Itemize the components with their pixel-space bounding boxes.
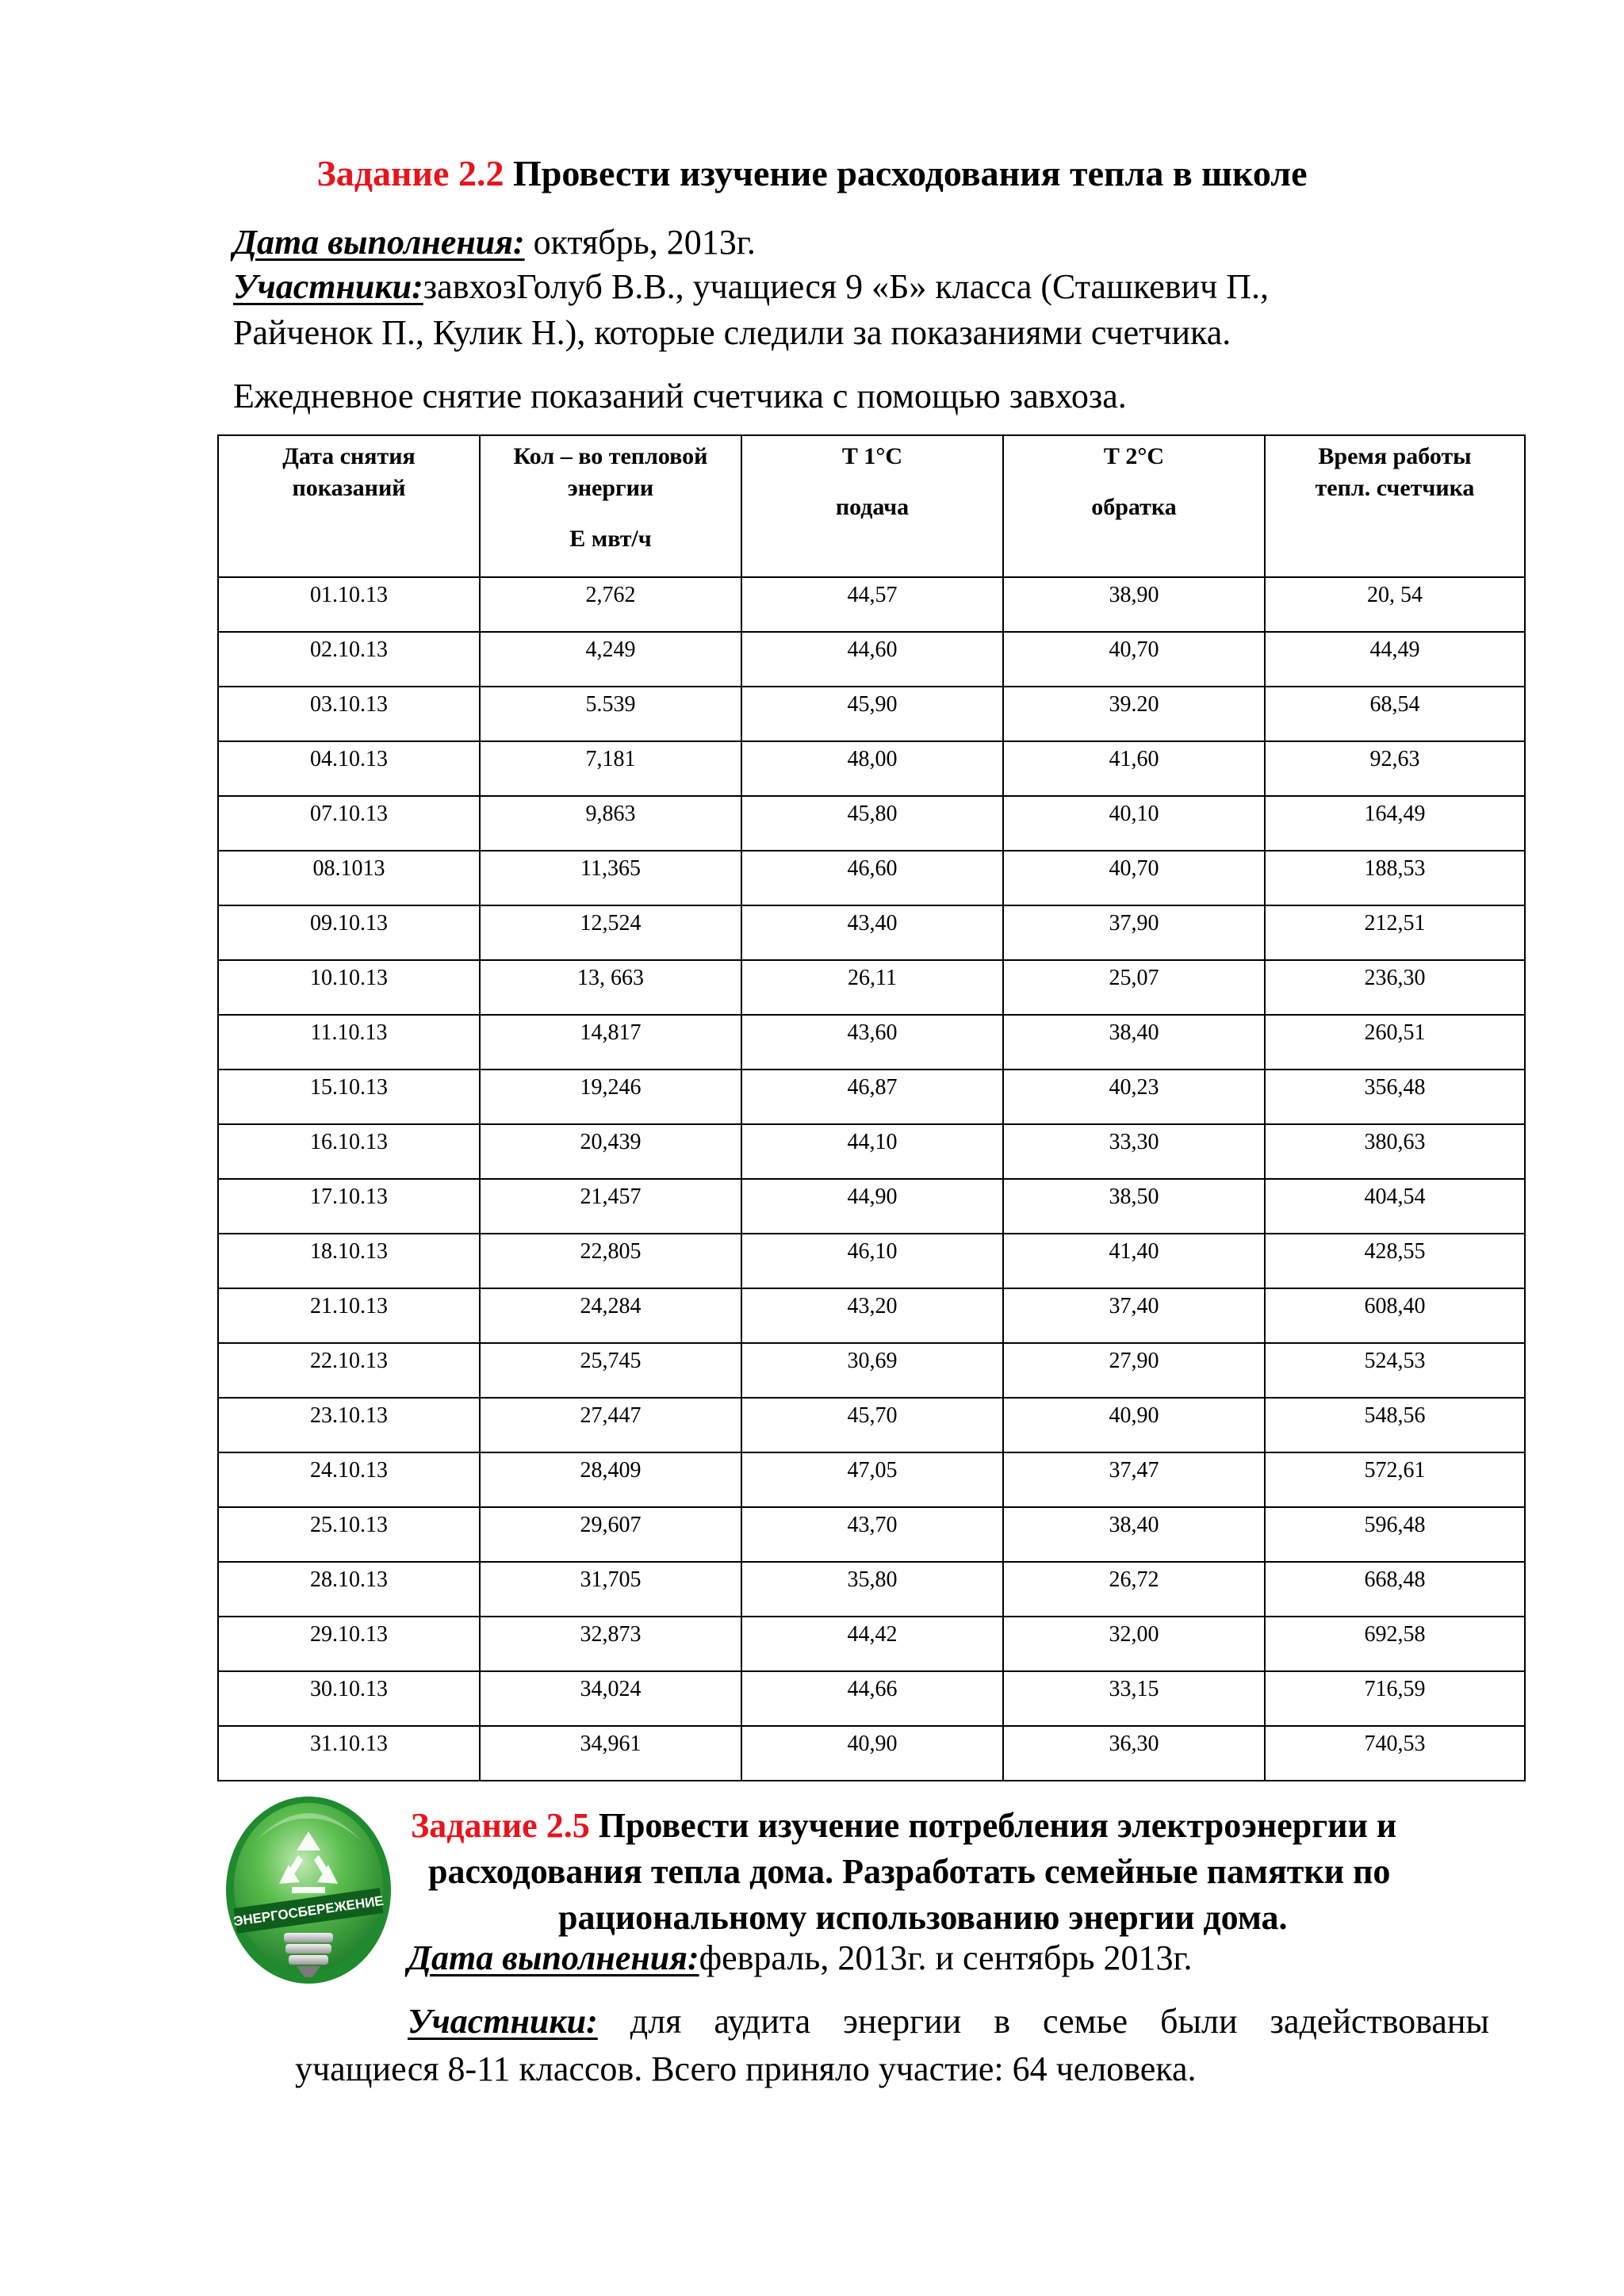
cell-meter-hours: 44,49 (1265, 632, 1525, 687)
table-row (218, 1124, 1525, 1179)
cell-date: 25.10.13 (218, 1507, 480, 1562)
header-t1-line1: Т 1°С (841, 443, 903, 469)
task-2-5-participants-label: Участники: (408, 2002, 598, 2041)
participants-line (233, 263, 1269, 311)
task-2-5-title-line3: рациональному использованию энергии дома. (558, 1898, 1288, 1937)
header-energy-line2: энергии (567, 475, 654, 501)
cell-energy: 22,805 (480, 1234, 741, 1288)
task-2-2-heading (0, 152, 1624, 194)
cell-date: 15.10.13 (218, 1070, 480, 1124)
table-row (218, 1179, 1525, 1234)
table-row (218, 960, 1525, 1015)
cell-t2-return: 37,47 (1003, 1452, 1265, 1507)
cell-date: 17.10.13 (218, 1179, 480, 1234)
cell-t1-supply: 44,10 (741, 1124, 1003, 1179)
cell-meter-hours: 68,54 (1265, 687, 1525, 741)
participants-value: завхозГолуб В.В., учащиеся 9 «Б» класса (Сташкевич П., (423, 267, 1270, 306)
table-row (218, 1398, 1525, 1452)
cell-date: 28.10.13 (218, 1562, 480, 1617)
cell-meter-hours: 236,30 (1265, 960, 1525, 1015)
cell-t2-return: 36,30 (1003, 1726, 1265, 1781)
cell-t1-supply: 44,60 (741, 632, 1003, 687)
cell-t1-supply: 44,66 (741, 1671, 1003, 1726)
cell-date: 29.10.13 (218, 1617, 480, 1671)
table-row (218, 851, 1525, 905)
table-header-row (218, 435, 1525, 577)
table-row (218, 1070, 1525, 1124)
cell-meter-hours: 428,55 (1265, 1234, 1525, 1288)
cell-meter-hours: 608,40 (1265, 1288, 1525, 1343)
cell-t2-return: 40,23 (1003, 1070, 1265, 1124)
table-row (218, 1671, 1525, 1726)
cell-t2-return: 38,40 (1003, 1015, 1265, 1070)
cell-energy: 34,024 (480, 1671, 741, 1726)
cell-energy: 21,457 (480, 1179, 741, 1234)
cell-meter-hours: 596,48 (1265, 1507, 1525, 1562)
task-2-5-date-line (408, 1938, 1193, 1978)
cell-date: 24.10.13 (218, 1452, 480, 1507)
cell-t1-supply: 48,00 (741, 741, 1003, 796)
header-energy (480, 435, 741, 577)
header-t2-line2: обратка (1091, 494, 1177, 520)
task-2-5-date-value: февраль, 2013г. и сентябрь 2013г. (699, 1938, 1193, 1977)
cell-energy: 2,762 (480, 577, 741, 632)
cell-meter-hours: 92,63 (1265, 741, 1525, 796)
cell-date: 02.10.13 (218, 632, 480, 687)
cell-energy: 27,447 (480, 1398, 741, 1452)
task-2-5-participants-line (408, 2001, 1489, 2042)
cell-t2-return: 33,30 (1003, 1124, 1265, 1179)
task-2-5-title-line1: Провести изучение потребления электроэнергии и (598, 1806, 1397, 1845)
cell-t2-return: 40,90 (1003, 1398, 1265, 1452)
table-row (218, 1343, 1525, 1398)
header-date (218, 435, 480, 577)
cell-date: 01.10.13 (218, 577, 480, 632)
execution-date-value: октябрь, 2013г. (533, 223, 756, 262)
cell-t1-supply: 43,70 (741, 1507, 1003, 1562)
cell-meter-hours: 164,49 (1265, 796, 1525, 851)
cell-energy: 25,745 (480, 1343, 741, 1398)
task-2-5-date-label: Дата выполнения: (408, 1938, 699, 1977)
header-date-line2: показаний (292, 475, 406, 501)
cell-t2-return: 40,70 (1003, 851, 1265, 905)
cell-t1-supply: 44,42 (741, 1617, 1003, 1671)
cell-meter-hours: 20, 54 (1265, 577, 1525, 632)
cell-t1-supply: 47,05 (741, 1452, 1003, 1507)
task-2-5-title-line2: расходования тепла дома. Разработать семейные памятки по (428, 1852, 1391, 1891)
table-row (218, 632, 1525, 687)
cell-t1-supply: 45,80 (741, 796, 1003, 851)
cell-meter-hours: 572,61 (1265, 1452, 1525, 1507)
header-t1-line2: подача (835, 494, 910, 520)
cell-energy: 20,439 (480, 1124, 741, 1179)
cell-date: 31.10.13 (218, 1726, 480, 1781)
cell-t1-supply: 40,90 (741, 1726, 1003, 1781)
cell-meter-hours: 356,48 (1265, 1070, 1525, 1124)
cell-t2-return: 38,40 (1003, 1507, 1265, 1562)
table-row (218, 577, 1525, 632)
cell-t1-supply: 35,80 (741, 1562, 1003, 1617)
cell-energy: 4,249 (480, 632, 741, 687)
table-row (218, 1507, 1525, 1562)
table-row (218, 1015, 1525, 1070)
cell-meter-hours: 548,56 (1265, 1398, 1525, 1452)
cell-energy: 12,524 (480, 905, 741, 960)
cell-t2-return: 38,50 (1003, 1179, 1265, 1234)
task-2-5-number: Задание 2.5 (411, 1806, 590, 1845)
cell-energy: 34,961 (480, 1726, 741, 1781)
task-2-5-heading-line1 (411, 1803, 1396, 1849)
energy-saving-logo (224, 1793, 393, 1987)
header-t2-line1: Т 2°С (1103, 443, 1165, 469)
cell-t2-return: 32,00 (1003, 1617, 1265, 1671)
cell-meter-hours: 668,48 (1265, 1562, 1525, 1617)
cell-t2-return: 39.20 (1003, 687, 1265, 741)
table-row (218, 1562, 1525, 1617)
cell-meter-hours: 188,53 (1265, 851, 1525, 905)
cell-t1-supply: 43,20 (741, 1288, 1003, 1343)
cell-energy: 31,705 (480, 1562, 741, 1617)
table-row (218, 1452, 1525, 1507)
cell-t1-supply: 46,10 (741, 1234, 1003, 1288)
header-energy-unit: Е мвт/ч (569, 526, 652, 552)
cell-meter-hours: 716,59 (1265, 1671, 1525, 1726)
cell-energy: 9,863 (480, 796, 741, 851)
cell-date: 18.10.13 (218, 1234, 480, 1288)
cell-t1-supply: 44,57 (741, 577, 1003, 632)
cell-date: 22.10.13 (218, 1343, 480, 1398)
cell-date: 07.10.13 (218, 796, 480, 851)
cell-energy: 24,284 (480, 1288, 741, 1343)
task-2-5-participants-value: для аудита энергии в семье были задействованы (597, 2002, 1489, 2041)
cell-meter-hours: 740,53 (1265, 1726, 1525, 1781)
task-2-5-participants-continuation: учащиеся 8-11 классов. Всего приняло участие: 64 человека. (295, 2049, 1197, 2088)
execution-date-label: Дата выполнения: (233, 223, 525, 262)
cell-energy: 19,246 (480, 1070, 741, 1124)
cell-t2-return: 37,40 (1003, 1288, 1265, 1343)
table-row (218, 796, 1525, 851)
cell-date: 11.10.13 (218, 1015, 480, 1070)
cell-date: 23.10.13 (218, 1398, 480, 1452)
cell-energy: 28,409 (480, 1452, 741, 1507)
cell-t2-return: 41,60 (1003, 741, 1265, 796)
cell-date: 30.10.13 (218, 1671, 480, 1726)
cell-meter-hours: 404,54 (1265, 1179, 1525, 1234)
cell-t1-supply: 46,60 (741, 851, 1003, 905)
cell-date: 09.10.13 (218, 905, 480, 960)
cell-meter-hours: 212,51 (1265, 905, 1525, 960)
cell-meter-hours: 692,58 (1265, 1617, 1525, 1671)
cell-energy: 29,607 (480, 1507, 741, 1562)
cell-t1-supply: 45,70 (741, 1398, 1003, 1452)
cell-meter-hours: 260,51 (1265, 1015, 1525, 1070)
cell-energy: 5.539 (480, 687, 741, 741)
cell-t1-supply: 26,11 (741, 960, 1003, 1015)
cell-t2-return: 33,15 (1003, 1671, 1265, 1726)
header-t2 (1003, 435, 1265, 577)
meter-readings-table (217, 434, 1526, 1781)
table-row (218, 905, 1525, 960)
header-date-line1: Дата снятия (282, 443, 416, 469)
cell-meter-hours: 380,63 (1265, 1124, 1525, 1179)
table-row (218, 1726, 1525, 1781)
cell-date: 08.1013 (218, 851, 480, 905)
header-time-line1: Время работы (1318, 443, 1472, 469)
cell-energy: 7,181 (480, 741, 741, 796)
participants-label: Участники: (233, 267, 423, 306)
cell-t2-return: 40,10 (1003, 796, 1265, 851)
cell-t2-return: 27,90 (1003, 1343, 1265, 1398)
cell-t1-supply: 30,69 (741, 1343, 1003, 1398)
cell-t1-supply: 44,90 (741, 1179, 1003, 1234)
cell-t2-return: 26,72 (1003, 1562, 1265, 1617)
cell-t2-return: 25,07 (1003, 960, 1265, 1015)
cell-date: 10.10.13 (218, 960, 480, 1015)
daily-readings-text: Ежедневное снятие показаний счетчика с помощью завхоза. (233, 377, 1127, 415)
table-row (218, 1617, 1525, 1671)
cell-t2-return: 38,90 (1003, 577, 1265, 632)
cell-date: 16.10.13 (218, 1124, 480, 1179)
logo-text: ЭНЕРГОСБЕРЕЖЕНИЕ (232, 1892, 385, 1930)
cell-date: 03.10.13 (218, 687, 480, 741)
table-row (218, 741, 1525, 796)
table-row (218, 1234, 1525, 1288)
table-row (218, 1288, 1525, 1343)
header-time-line2: тепл. счетчика (1315, 475, 1475, 501)
task-2-2-number: Задание 2.2 (316, 153, 504, 193)
participants-continuation: Райченок П., Кулик Н.), которые следили за показаниями счетчика. (233, 313, 1231, 352)
cell-energy: 11,365 (480, 851, 741, 905)
cell-energy: 32,873 (480, 1617, 741, 1671)
header-time (1265, 435, 1525, 577)
cell-date: 21.10.13 (218, 1288, 480, 1343)
table-row (218, 687, 1525, 741)
cell-t2-return: 40,70 (1003, 632, 1265, 687)
header-t1 (741, 435, 1003, 577)
cell-t1-supply: 46,87 (741, 1070, 1003, 1124)
cell-date: 04.10.13 (218, 741, 480, 796)
cell-meter-hours: 524,53 (1265, 1343, 1525, 1398)
cell-t1-supply: 43,60 (741, 1015, 1003, 1070)
cell-t1-supply: 43,40 (741, 905, 1003, 960)
cell-t1-supply: 45,90 (741, 687, 1003, 741)
table-body (218, 577, 1525, 1781)
cell-energy: 13, 663 (480, 960, 741, 1015)
task-2-2-title: Провести изучение расходования тепла в школе (512, 153, 1308, 193)
header-energy-line1: Кол – во тепловой (513, 443, 708, 469)
cell-t2-return: 41,40 (1003, 1234, 1265, 1288)
cell-energy: 14,817 (480, 1015, 741, 1070)
execution-date-line (233, 219, 756, 266)
cell-t2-return: 37,90 (1003, 905, 1265, 960)
